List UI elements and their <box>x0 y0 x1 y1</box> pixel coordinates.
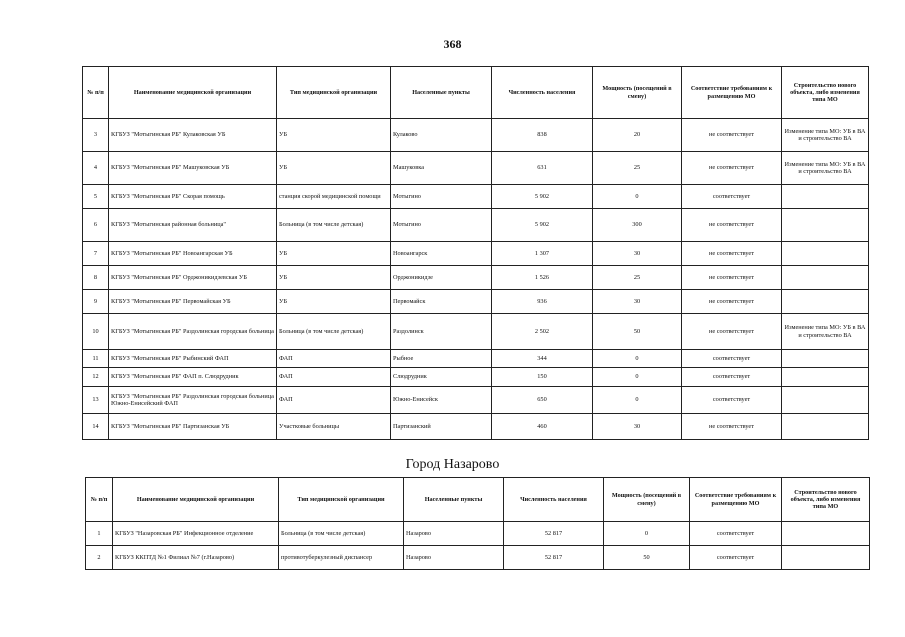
cell-settlement: Партизанский <box>391 414 492 440</box>
cell-org-name: КГБУЗ "Мотыгинская РБ" Рыбинский ФАП <box>109 350 277 368</box>
cell-org-name: КГБУЗ "Мотыгинская РБ" Раздолинская городская больница <box>109 314 277 350</box>
cell-org-type: УБ <box>277 119 391 152</box>
column-header-row-number: № п/п <box>86 478 113 522</box>
cell-capacity: 0 <box>593 185 682 209</box>
cell-row-number: 5 <box>83 185 109 209</box>
facilities-table-nazarovo <box>85 477 870 570</box>
cell-org-name: КГБУЗ "Мотыгинская РБ" Скорая помощь <box>109 185 277 209</box>
table-header-row <box>83 67 869 119</box>
cell-org-type: Участковые больницы <box>277 414 391 440</box>
table-row <box>83 185 869 209</box>
cell-org-name: КГБУЗ "Назаровская РБ" Инфекционное отделение <box>113 522 279 546</box>
cell-compliance: не соответствует <box>682 152 782 185</box>
cell-org-name: КГБУЗ "Мотыгинская РБ" Раздолинская городская больница Южно-Енисейский ФАП <box>109 387 277 414</box>
cell-org-type: противотуберкулезный диспансер <box>279 546 404 570</box>
cell-capacity: 25 <box>593 266 682 290</box>
cell-construction <box>782 209 869 242</box>
cell-org-type: ФАП <box>277 387 391 414</box>
cell-capacity: 0 <box>593 350 682 368</box>
cell-settlement: Мотыгино <box>391 185 492 209</box>
column-header-org-name: Наименование медицинской организации <box>113 478 279 522</box>
cell-row-number: 3 <box>83 119 109 152</box>
cell-org-type: Больница (в том числе детская) <box>279 522 404 546</box>
cell-capacity: 30 <box>593 290 682 314</box>
cell-compliance: соответствует <box>682 185 782 209</box>
cell-org-type: Больница (в том числе детская) <box>277 314 391 350</box>
cell-capacity: 50 <box>604 546 690 570</box>
cell-construction <box>782 266 869 290</box>
column-header-org-name: Наименование медицинской организации <box>109 67 277 119</box>
page-number: 368 <box>443 37 462 51</box>
cell-settlement: Кулаково <box>391 119 492 152</box>
cell-settlement: Мотыгино <box>391 209 492 242</box>
table-row <box>83 414 869 440</box>
cell-settlement: Слюдрудник <box>391 368 492 387</box>
cell-row-number: 10 <box>83 314 109 350</box>
cell-compliance: соответствует <box>690 546 782 570</box>
column-header-construction: Строительство нового объекта, либо изменения типа МО <box>782 478 870 522</box>
cell-construction <box>782 414 869 440</box>
cell-compliance: не соответствует <box>682 314 782 350</box>
column-header-compliance: Соответствие требованиям к размещению МО <box>682 67 782 119</box>
cell-compliance: не соответствует <box>682 119 782 152</box>
cell-compliance: не соответствует <box>682 290 782 314</box>
cell-compliance: соответствует <box>682 368 782 387</box>
cell-capacity: 30 <box>593 242 682 266</box>
cell-org-name: КГБУЗ "Мотыгинская РБ" Машуковская УБ <box>109 152 277 185</box>
cell-construction <box>782 185 869 209</box>
cell-row-number: 4 <box>83 152 109 185</box>
cell-capacity: 300 <box>593 209 682 242</box>
table-row <box>86 546 870 570</box>
cell-org-name: КГБУЗ "Мотыгинская РБ" Орджоникидзевская УБ <box>109 266 277 290</box>
cell-compliance: соответствует <box>682 350 782 368</box>
cell-construction: Изменение типа МО: УБ в ВА и строительство ВА <box>782 119 869 152</box>
cell-org-name: КГБУЗ "Мотыгинская РБ" Кулаковская УБ <box>109 119 277 152</box>
cell-compliance: соответствует <box>682 387 782 414</box>
cell-construction <box>782 368 869 387</box>
table-row <box>83 242 869 266</box>
cell-construction <box>782 522 870 546</box>
cell-capacity: 50 <box>593 314 682 350</box>
cell-org-name: КГБУЗ "Мотыгинская районная больница" <box>109 209 277 242</box>
cell-capacity: 30 <box>593 414 682 440</box>
cell-capacity: 0 <box>604 522 690 546</box>
cell-org-type: Больница (в том числе детская) <box>277 209 391 242</box>
table-row <box>83 314 869 350</box>
cell-settlement: Рыбное <box>391 350 492 368</box>
column-header-capacity: Мощность (посещений в смену) <box>593 67 682 119</box>
cell-construction <box>782 546 870 570</box>
cell-row-number: 13 <box>83 387 109 414</box>
cell-population: 460 <box>492 414 593 440</box>
column-header-compliance: Соответствие требованиям к размещению МО <box>690 478 782 522</box>
cell-settlement: Южно-Енисейск <box>391 387 492 414</box>
cell-row-number: 9 <box>83 290 109 314</box>
cell-row-number: 7 <box>83 242 109 266</box>
cell-settlement: Машуковка <box>391 152 492 185</box>
table-row <box>83 209 869 242</box>
column-header-settlement: Населенные пункты <box>404 478 504 522</box>
cell-row-number: 12 <box>83 368 109 387</box>
column-header-population: Численность населения <box>492 67 593 119</box>
table-row <box>83 152 869 185</box>
cell-org-name: КГБУЗ "Мотыгинская РБ" Партизанская УБ <box>109 414 277 440</box>
table-row <box>83 387 869 414</box>
column-header-construction: Строительство нового объекта, либо изменения типа МО <box>782 67 869 119</box>
cell-settlement: Назарово <box>404 546 504 570</box>
cell-org-type: УБ <box>277 242 391 266</box>
cell-settlement: Раздолинск <box>391 314 492 350</box>
cell-construction: Изменение типа МО: УБ в ВА и строительство ВА <box>782 314 869 350</box>
table-row <box>83 119 869 152</box>
cell-compliance: не соответствует <box>682 266 782 290</box>
cell-compliance: соответствует <box>690 522 782 546</box>
cell-org-type: станция скорой медицинской помощи <box>277 185 391 209</box>
column-header-population: Численность населения <box>504 478 604 522</box>
cell-settlement: Назарово <box>404 522 504 546</box>
table-row <box>83 368 869 387</box>
cell-population: 2 502 <box>492 314 593 350</box>
cell-population: 1 526 <box>492 266 593 290</box>
cell-compliance: не соответствует <box>682 242 782 266</box>
cell-population: 150 <box>492 368 593 387</box>
cell-row-number: 1 <box>86 522 113 546</box>
cell-construction <box>782 387 869 414</box>
cell-org-type: УБ <box>277 266 391 290</box>
column-header-settlement: Населенные пункты <box>391 67 492 119</box>
cell-construction <box>782 350 869 368</box>
cell-org-name: КГБУЗ "Мотыгинская РБ" Новоангарская УБ <box>109 242 277 266</box>
column-header-row-number: № п/п <box>83 67 109 119</box>
cell-settlement: Новоангарск <box>391 242 492 266</box>
cell-capacity: 25 <box>593 152 682 185</box>
table-row <box>83 290 869 314</box>
column-header-org-type: Тип медицинской организации <box>279 478 404 522</box>
cell-population: 838 <box>492 119 593 152</box>
cell-population: 650 <box>492 387 593 414</box>
facilities-table-motygino <box>82 66 869 440</box>
cell-population: 5 902 <box>492 185 593 209</box>
cell-row-number: 14 <box>83 414 109 440</box>
cell-population: 631 <box>492 152 593 185</box>
cell-org-type: ФАП <box>277 350 391 368</box>
table-row <box>83 350 869 368</box>
cell-construction: Изменение типа МО: УБ в ВА и строительство ВА <box>782 152 869 185</box>
cell-population: 5 902 <box>492 209 593 242</box>
cell-construction <box>782 290 869 314</box>
cell-population: 52 817 <box>504 546 604 570</box>
cell-capacity: 20 <box>593 119 682 152</box>
cell-org-name: КГБУЗ "Мотыгинская РБ" Первомайская УБ <box>109 290 277 314</box>
cell-capacity: 0 <box>593 368 682 387</box>
cell-population: 344 <box>492 350 593 368</box>
table-header-row <box>86 478 870 522</box>
cell-population: 936 <box>492 290 593 314</box>
cell-org-type: ФАП <box>277 368 391 387</box>
cell-construction <box>782 242 869 266</box>
cell-population: 52 817 <box>504 522 604 546</box>
column-header-capacity: Мощность (посещений в смену) <box>604 478 690 522</box>
cell-compliance: не соответствует <box>682 209 782 242</box>
table-row <box>86 522 870 546</box>
cell-population: 1 307 <box>492 242 593 266</box>
cell-org-type: УБ <box>277 152 391 185</box>
column-header-org-type: Тип медицинской организации <box>277 67 391 119</box>
cell-org-name: КГБУЗ "Мотыгинская РБ" ФАП п. Слюдрудник <box>109 368 277 387</box>
cell-row-number: 2 <box>86 546 113 570</box>
cell-org-name: КГБУЗ ККПТД №1 Филиал №7 (г.Назарово) <box>113 546 279 570</box>
cell-compliance: не соответствует <box>682 414 782 440</box>
cell-row-number: 6 <box>83 209 109 242</box>
cell-row-number: 11 <box>83 350 109 368</box>
cell-settlement: Первомайск <box>391 290 492 314</box>
cell-settlement: Орджоникидзе <box>391 266 492 290</box>
cell-org-type: УБ <box>277 290 391 314</box>
cell-capacity: 0 <box>593 387 682 414</box>
section-title-nazarovo: Город Назарово <box>405 457 500 472</box>
cell-row-number: 8 <box>83 266 109 290</box>
table-row <box>83 266 869 290</box>
